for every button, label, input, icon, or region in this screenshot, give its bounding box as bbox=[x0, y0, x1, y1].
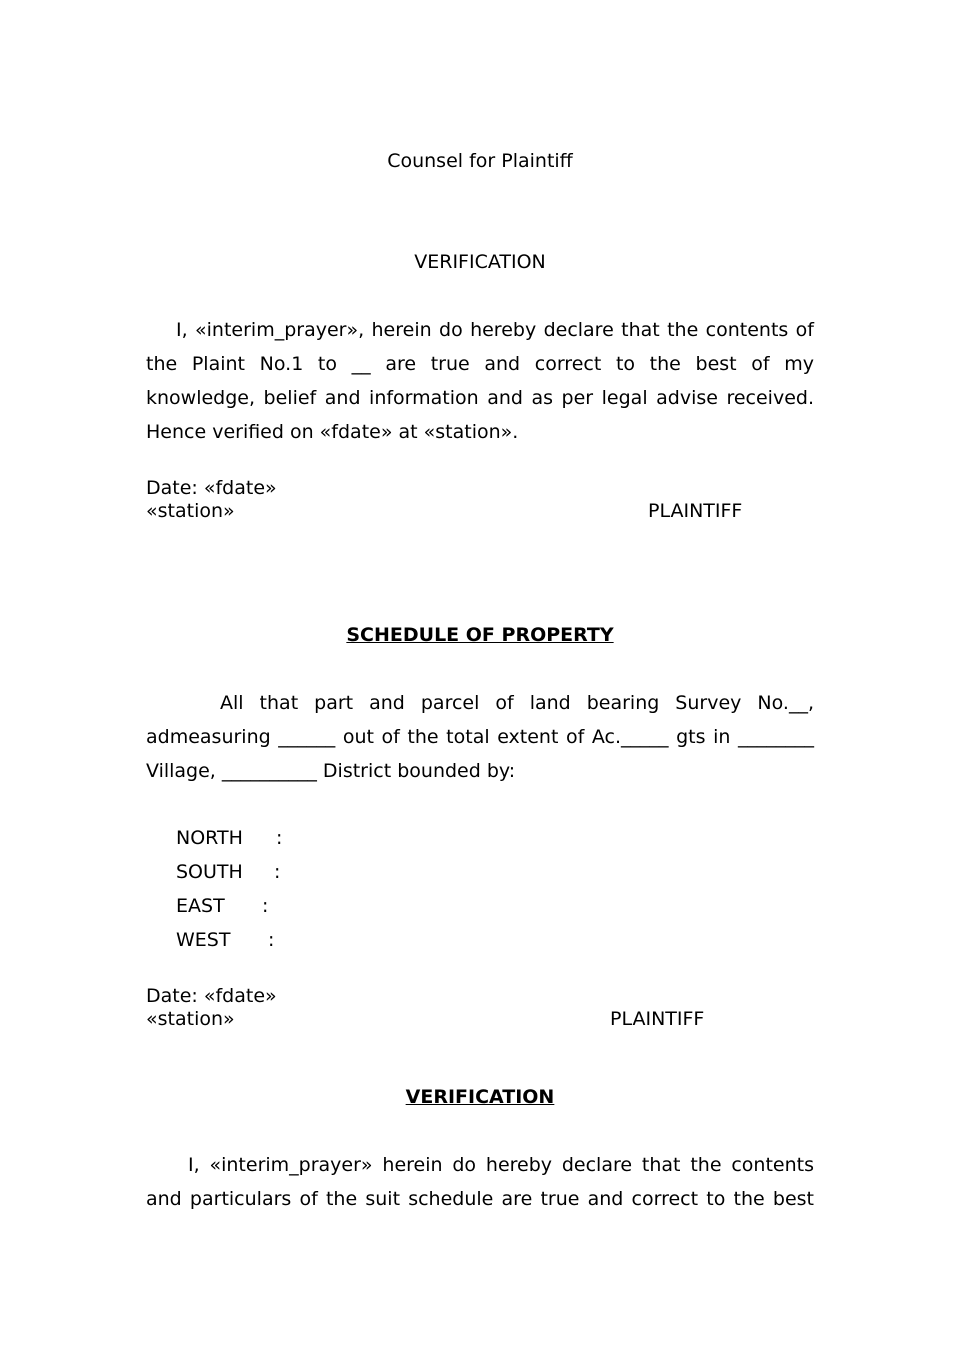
schedule-plaintiff-signature: PLAINTIFF bbox=[610, 1008, 705, 1030]
schedule-date-line: Date: «fdate» bbox=[146, 985, 277, 1007]
station-line: «station» bbox=[146, 500, 235, 522]
boundary-east-separator: : bbox=[262, 895, 269, 917]
boundary-west-label: WEST bbox=[176, 929, 231, 951]
verification2-paragraph: I, «interim_prayer» herein do hereby declare that the contents and particulars of the suit schedule are true and correct to the best bbox=[146, 1154, 814, 1210]
schedule-station-line: «station» bbox=[146, 1008, 235, 1030]
boundary-south-separator: : bbox=[274, 861, 281, 883]
verification-title: VERIFICATION bbox=[414, 251, 546, 273]
boundary-north-label: NORTH bbox=[176, 827, 243, 849]
schedule-title: SCHEDULE OF PROPERTY bbox=[346, 624, 614, 646]
boundary-south-label: SOUTH bbox=[176, 861, 243, 883]
plaintiff-signature: PLAINTIFF bbox=[648, 500, 743, 522]
boundary-north-separator: : bbox=[276, 827, 283, 849]
verification2-title: VERIFICATION bbox=[405, 1086, 555, 1108]
verification-paragraph: I, «interim_prayer», herein do hereby declare that the contents of the Plaint No.1 to __ are true and correct to the best of my knowledge, belief and information and as per legal advise received. Hence verified on «fdate» at «station». bbox=[146, 319, 814, 443]
boundary-east-label: EAST bbox=[176, 895, 225, 917]
counsel-heading: Counsel for Plaintiff bbox=[387, 150, 573, 172]
boundary-west-separator: : bbox=[268, 929, 275, 951]
schedule-paragraph: All that part and parcel of land bearing Survey No.__, admeasuring ______ out of the total extent of Ac._____ gts in ________ Village, __________ District bounded by: bbox=[146, 692, 814, 782]
date-line: Date: «fdate» bbox=[146, 477, 277, 499]
